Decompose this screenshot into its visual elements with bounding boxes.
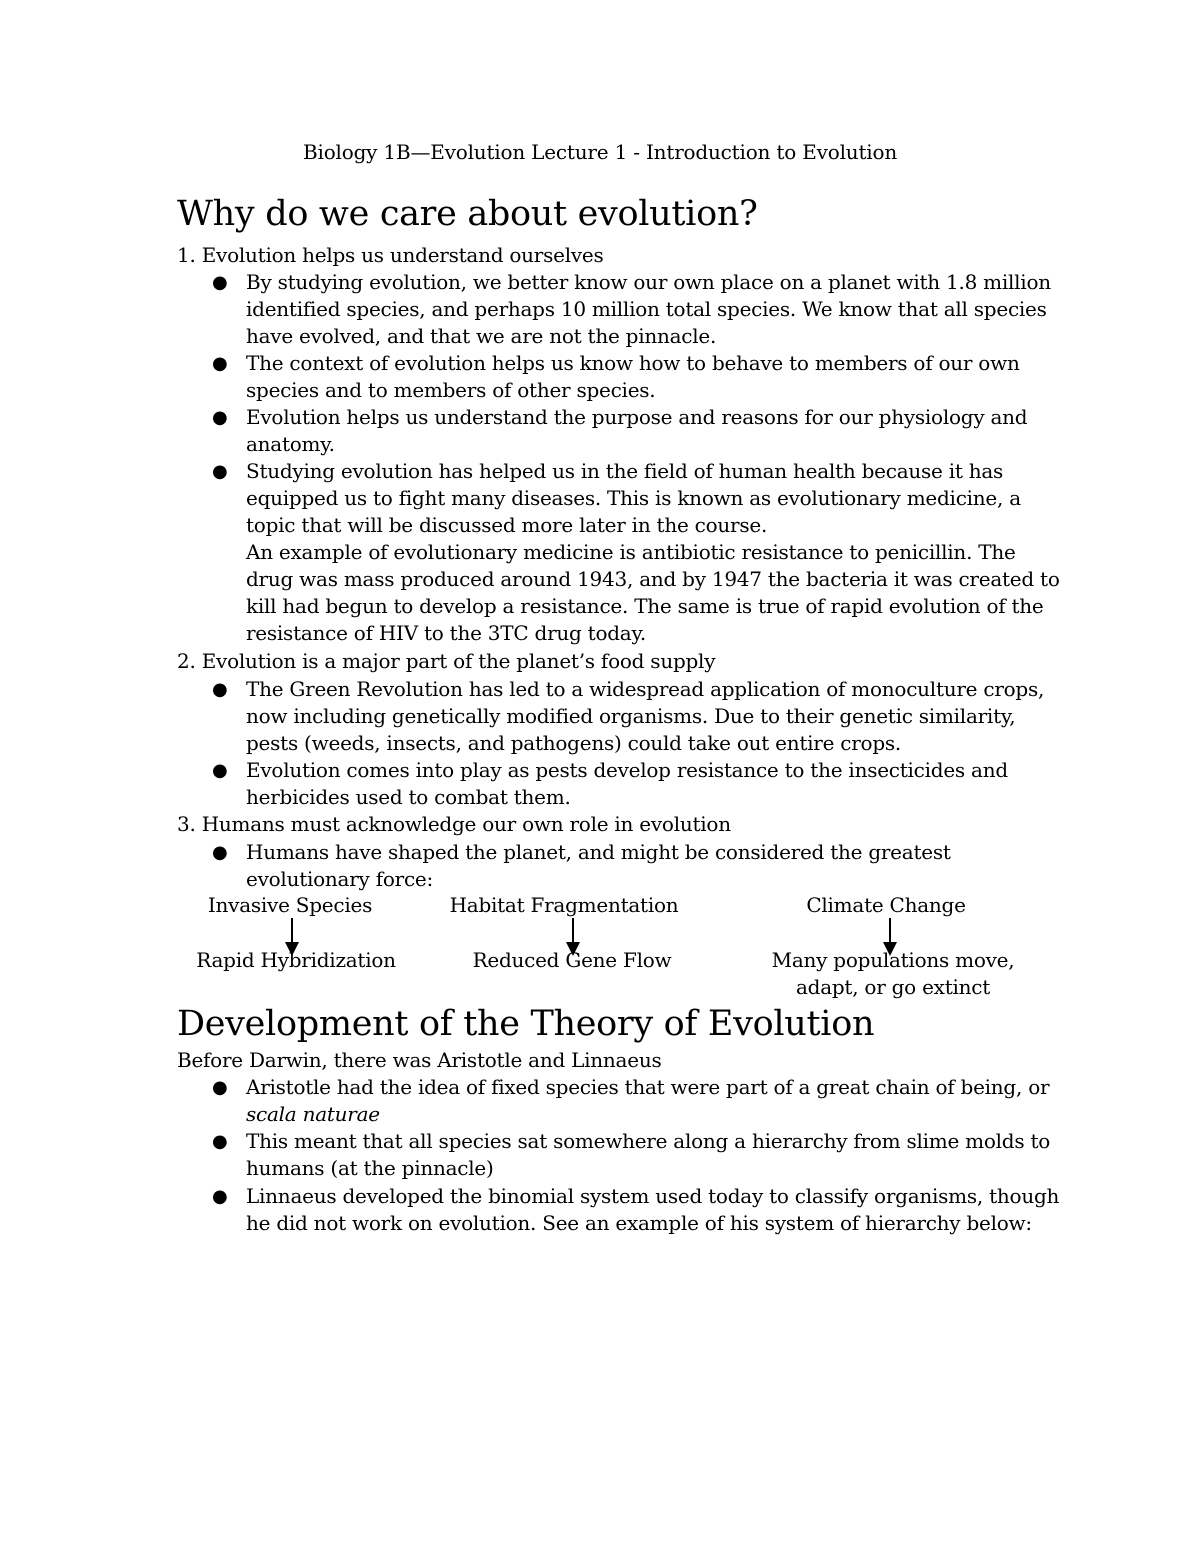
bullet-text: topic that will be discussed more later in the course.	[246, 513, 768, 537]
bullet-dot-icon: ●	[212, 461, 228, 482]
effect-many-populations: Many populations move,	[771, 948, 1015, 972]
bullet-dot-icon: ●	[212, 760, 228, 781]
heading-development-theory: Development of the Theory of Evolution	[177, 1004, 875, 1044]
bullet-text: The Green Revolution has led to a widespread application of monoculture crops,	[246, 677, 1045, 701]
bullet-text: Humans have shaped the planet, and might be considered the greatest	[246, 840, 951, 864]
bullet-text: drug was mass produced around 1943, and by 1947 the bacteria it was created to	[246, 567, 1060, 591]
effect-rapid-hybridization: Rapid Hybridization	[196, 948, 396, 972]
scala-naturae-term: scala naturae	[246, 1102, 380, 1126]
bullet-text: evolutionary force:	[246, 867, 433, 891]
bullet-dot-icon: ●	[212, 407, 228, 428]
bullet-dot-icon: ●	[212, 353, 228, 374]
bullet-dot-icon: ●	[212, 679, 228, 700]
bullet-text: The context of evolution helps us know how to behave to members of our own	[246, 351, 1020, 375]
bullet-text: now including genetically modified organisms. Due to their genetic similarity,	[246, 704, 1016, 728]
numbered-item-1: 1. Evolution helps us understand ourselves	[177, 243, 604, 267]
bullet-text: species and to members of other species.	[246, 378, 656, 402]
bullet-text: herbicides used to combat them.	[246, 785, 571, 809]
bullet-dot-icon: ●	[212, 1186, 228, 1207]
bullet-text: Evolution comes into play as pests develop resistance to the insecticides and	[246, 758, 1008, 782]
bullet-text: Evolution helps us understand the purpose and reasons for our physiology and	[246, 405, 1028, 429]
effect-reduced-gene-flow: Reduced Gene Flow	[472, 948, 672, 972]
bullet-text: Linnaeus developed the binomial system used today to classify organisms, though	[246, 1184, 1060, 1208]
bullet-text: he did not work on evolution. See an example of his system of hierarchy below:	[246, 1211, 1032, 1235]
bullet-text: have evolved, and that we are not the pinnacle.	[246, 324, 717, 348]
bullet-text: resistance of HIV to the 3TC drug today.	[246, 621, 646, 645]
bullet-text: By studying evolution, we better know our own place on a planet with 1.8 million	[246, 270, 1051, 294]
effect-many-populations-cont: adapt, or go extinct	[795, 975, 991, 999]
section2-intro: Before Darwin, there was Aristotle and Linnaeus	[177, 1048, 662, 1072]
bullet-text: kill had begun to develop a resistance. The same is true of rapid evolution of the	[246, 594, 1044, 618]
bullet-text: Studying evolution has helped us in the field of human health because it has	[246, 459, 1004, 483]
bullet-text: An example of evolutionary medicine is antibiotic resistance to penicillin. The	[246, 540, 1016, 564]
bullet-text: identified species, and perhaps 10 million total species. We know that all species	[246, 297, 1047, 321]
bullet-dot-icon: ●	[212, 1131, 228, 1152]
cause-habitat-fragmentation: Habitat Fragmentation	[449, 893, 679, 917]
cause-invasive-species: Invasive Species	[207, 893, 373, 917]
numbered-item-2: 2. Evolution is a major part of the planet’s food supply	[177, 649, 716, 673]
cause-climate-change: Climate Change	[806, 893, 966, 917]
bullet-text: humans (at the pinnacle)	[246, 1156, 494, 1180]
heading-why-care: Why do we care about evolution?	[177, 194, 758, 234]
document-title: Biology 1B—Evolution Lecture 1 - Introduction to Evolution	[303, 140, 897, 164]
bullet-text: anatomy.	[246, 432, 335, 456]
bullet-dot-icon: ●	[212, 1077, 228, 1098]
bullet-dot-icon: ●	[212, 842, 228, 863]
numbered-item-3: 3. Humans must acknowledge our own role in evolution	[177, 812, 731, 836]
bullet-text: pests (weeds, insects, and pathogens) could take out entire crops.	[246, 731, 902, 755]
bullet-text: This meant that all species sat somewhere along a hierarchy from slime molds to	[246, 1129, 1051, 1153]
bullet-text: Aristotle had the idea of fixed species that were part of a great chain of being, or	[246, 1075, 1050, 1099]
bullet-dot-icon: ●	[212, 272, 228, 293]
bullet-text: equipped us to fight many diseases. This is known as evolutionary medicine, a	[246, 486, 1021, 510]
